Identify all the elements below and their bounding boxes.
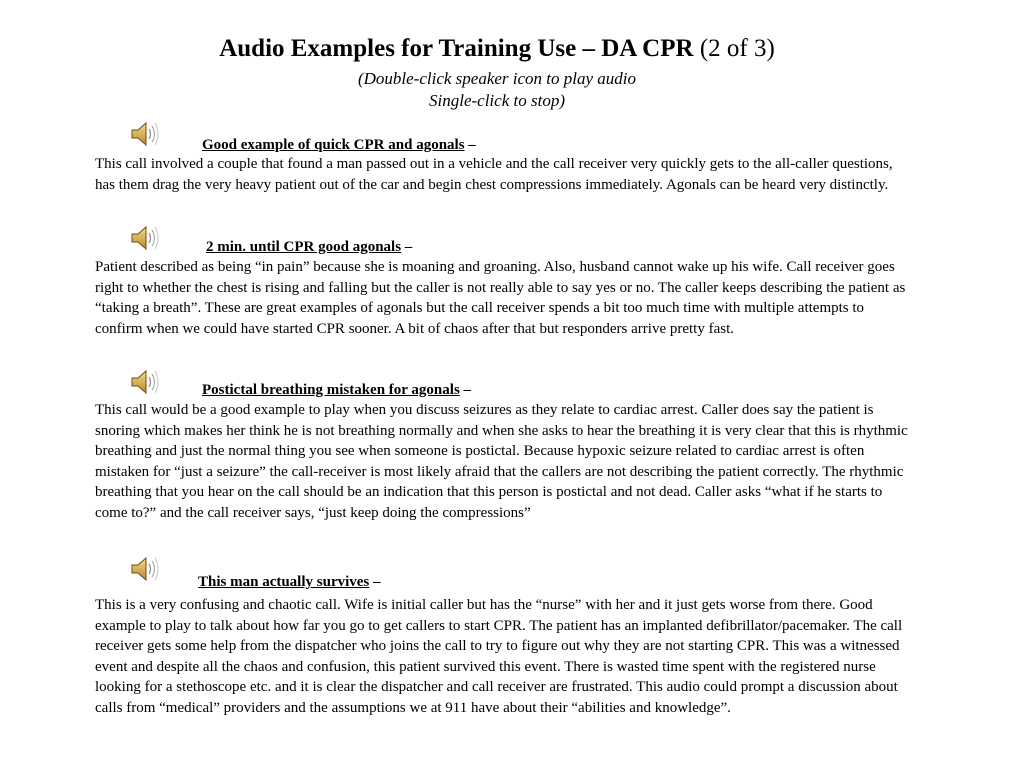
page-subtitle: [0, 68, 994, 112]
speaker-icon[interactable]: [129, 554, 163, 584]
section-body: This is a very confusing and chaotic call. Wife is initial caller but has the “nurse” with her and it just gets worse from there. Good example to play to talk about how far you go to get callers to start CPR. The patient has an implanted defibrillator/pacemaker. The call receiver gets some help from the dispatcher who joins the call to try to figure out why they are not starting CPR. This was a witnessed event and despite all the chaos and confusion, this patient survived this event. There is wasted time spent with the registered nurse looking for a stethoscope etc. and it is clear the dispatcher and call receiver are frustrated. This audio could prompt a discussion about calls from “medical” providers and the assumptions we at 911 have about their “abilities and knowledge”.: [95, 597, 903, 716]
heading-dash: –: [459, 382, 472, 398]
section-body: Patient described as being “in pain” because she is moaning and groaning. Also, husband cannot wake up his wife. Call receiver goes right to whether the chest is rising and falling but the caller is not really able to say yes or no. The caller keeps describing the patient as “taking a breath”. These are great examples of agonals but the call receiver spends a bit too much time with multiple attempts to confirm when we could have started CPR sooner. A bit of chaos after that but responders arrive pretty fast.: [95, 259, 906, 337]
section-body: This call would be a good example to play when you discuss seizures as they relate to cardiac arrest. Caller does say the patient is snoring which makes her think he is not breathing normally and when she asks to hear the breathing it is very clear that this is rhythmic breathing and just the normal thing you see when someone is postictal. Because hypoxic seizure related to cardiac arrest is often mistaken for “just a seizure” the call-receiver is most likely afraid that the callers are not describing the patient correctly. The rhythmic breathing that you hear on the call should be an indication that this person is postictal and not dead. Caller asks “what if he starts to come to?” and the call receiver says, “just keep doing the compressions”: [95, 402, 908, 521]
page-title-main: Audio Examples for Training Use – DA CPR: [219, 35, 694, 62]
section-heading: [206, 237, 412, 257]
heading-dash: –: [464, 137, 476, 153]
heading-dash: –: [369, 574, 381, 590]
page-title: [0, 34, 994, 64]
page-title-part: (2 of 3): [693, 35, 775, 62]
section-heading-link: 2 min. until CPR good agonals: [206, 239, 402, 255]
heading-dash: –: [401, 239, 413, 255]
section-body: This call involved a couple that found a man passed out in a vehicle and the call receiver very quickly gets to the all-caller questions, has them drag the very heavy patient out of the car and begin chest compressions immediately. Agonals can be heard very distinctly.: [95, 156, 893, 193]
subtitle-line-1: (Double-click speaker icon to play audio: [357, 69, 637, 88]
speaker-icon[interactable]: [129, 119, 163, 149]
speaker-icon[interactable]: [129, 367, 163, 397]
subtitle-line-2: Single-click to stop): [429, 91, 565, 110]
section-heading: [198, 572, 381, 592]
section-heading: [202, 380, 471, 400]
section-heading-link: Good example of quick CPR and agonals: [202, 137, 465, 153]
speaker-icon[interactable]: [129, 223, 163, 253]
section-heading-link: This man actually survives: [198, 574, 370, 590]
section-heading-link: Postictal breathing mistaken for agonals: [202, 382, 460, 398]
section-heading: [202, 135, 476, 155]
